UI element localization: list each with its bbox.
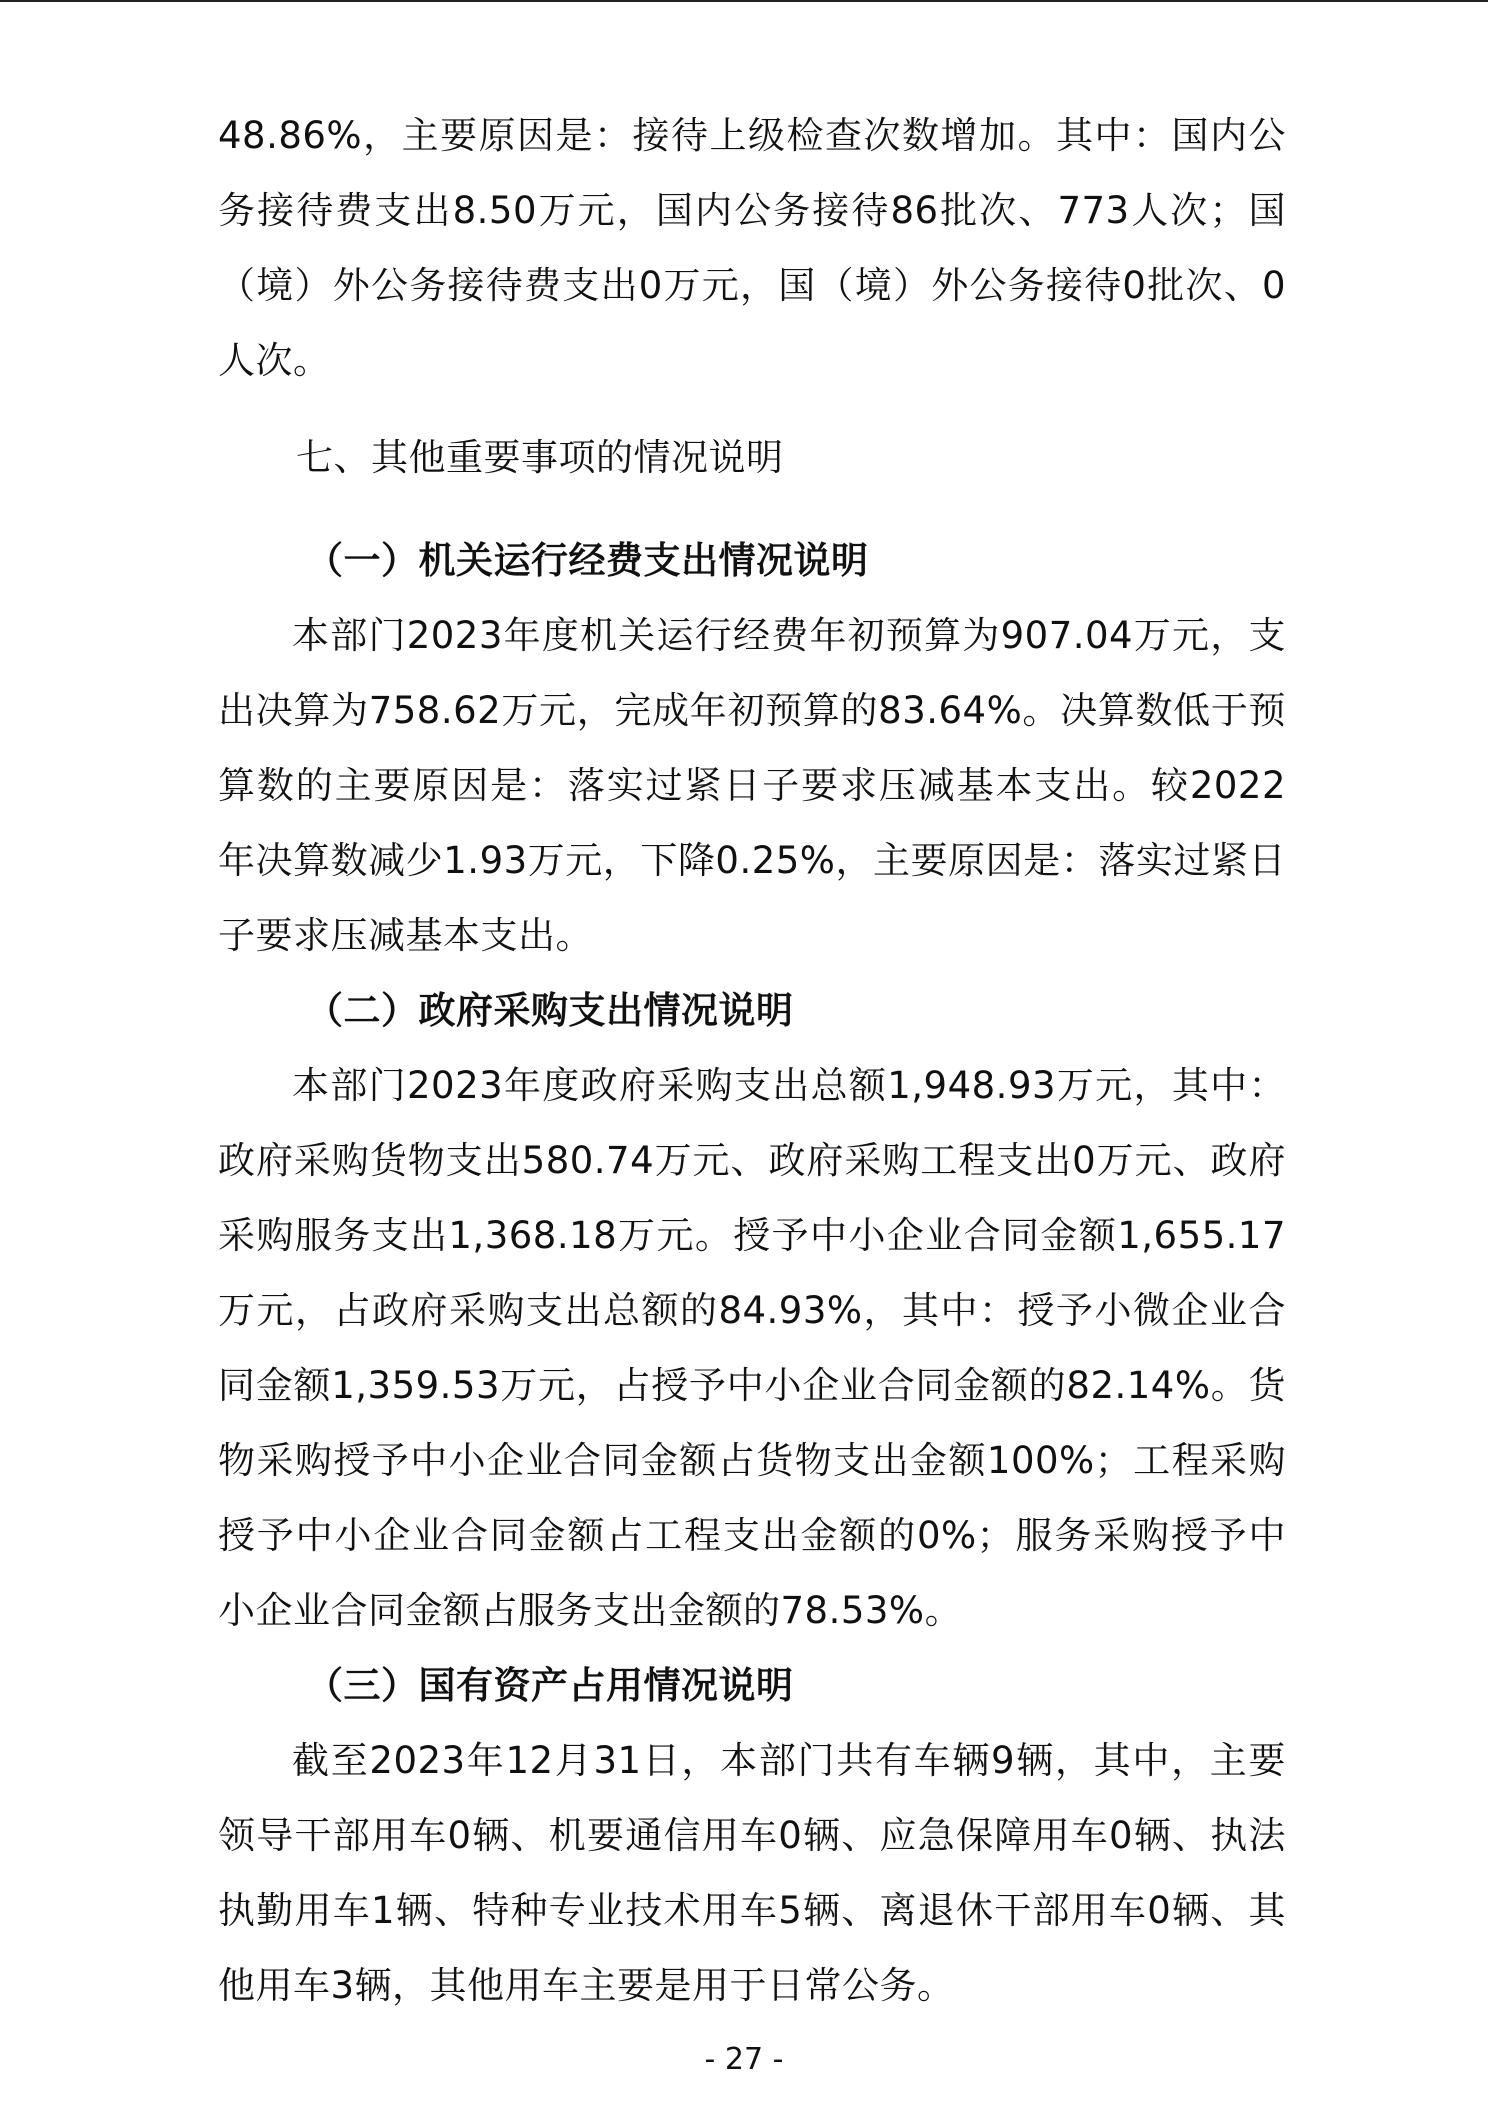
page-top-border (0, 0, 1488, 2)
page-number: - 27 - (704, 2042, 784, 2077)
subsection-title-2: （二）政府采购支出情况说明 (306, 989, 794, 1032)
section-title: 七、其他重要事项的情况说明 (296, 436, 784, 479)
subsection-title-3: （三）国有资产占用情况说明 (306, 1664, 794, 1707)
subsection-body-2: 本部门2023年度政府采购支出总额1,948.93万元，其中：政府采购货物支出580.74万元、政府采购工程支出0万元、政府采购服务支出1,368.18万元。授予中小企业合同金额1,655.17万元，占政府采购支出总额的84.93%，其中：授予小微企业合同金额1,359.53万元，占授予中小企业合同金额的82.14%。货物采购授予中小企业合同金额占货物支出金额100%；工程采购授予中小企业合同金额占工程支出金额的0%；服务采购授予中小企业合同金额占服务支出金额的78.53%。 (218, 1064, 1286, 1632)
subsection-title-1: （一）机关运行经费支出情况说明 (306, 539, 869, 582)
subsection-body-3: 截至2023年12月31日，本部门共有车辆9辆，其中，主要领导干部用车0辆、机要通信用车0辆、应急保障用车0辆、执法执勤用车1辆、特种专业技术用车5辆、离退休干部用车0辆、其他用车3辆，其他用车主要是用于日常公务。 (218, 1739, 1286, 2007)
intro-paragraph: 48.86%，主要原因是：接待上级检查次数增加。其中：国内公务接待费支出8.50万元，国内公务接待86批次、773人次；国（境）外公务接待费支出0万元，国（境）外公务接待0批次、0人次。 (218, 114, 1286, 382)
subsection-body-1: 本部门2023年度机关运行经费年初预算为907.04万元，支出决算为758.62万元，完成年初预算的83.64%。决算数低于预算数的主要原因是：落实过紧日子要求压减基本支出。较2022年决算数减少1.93万元，下降0.25%，主要原因是：落实过紧日子要求压减基本支出。 (218, 614, 1286, 957)
document-body (218, 98, 1286, 2023)
